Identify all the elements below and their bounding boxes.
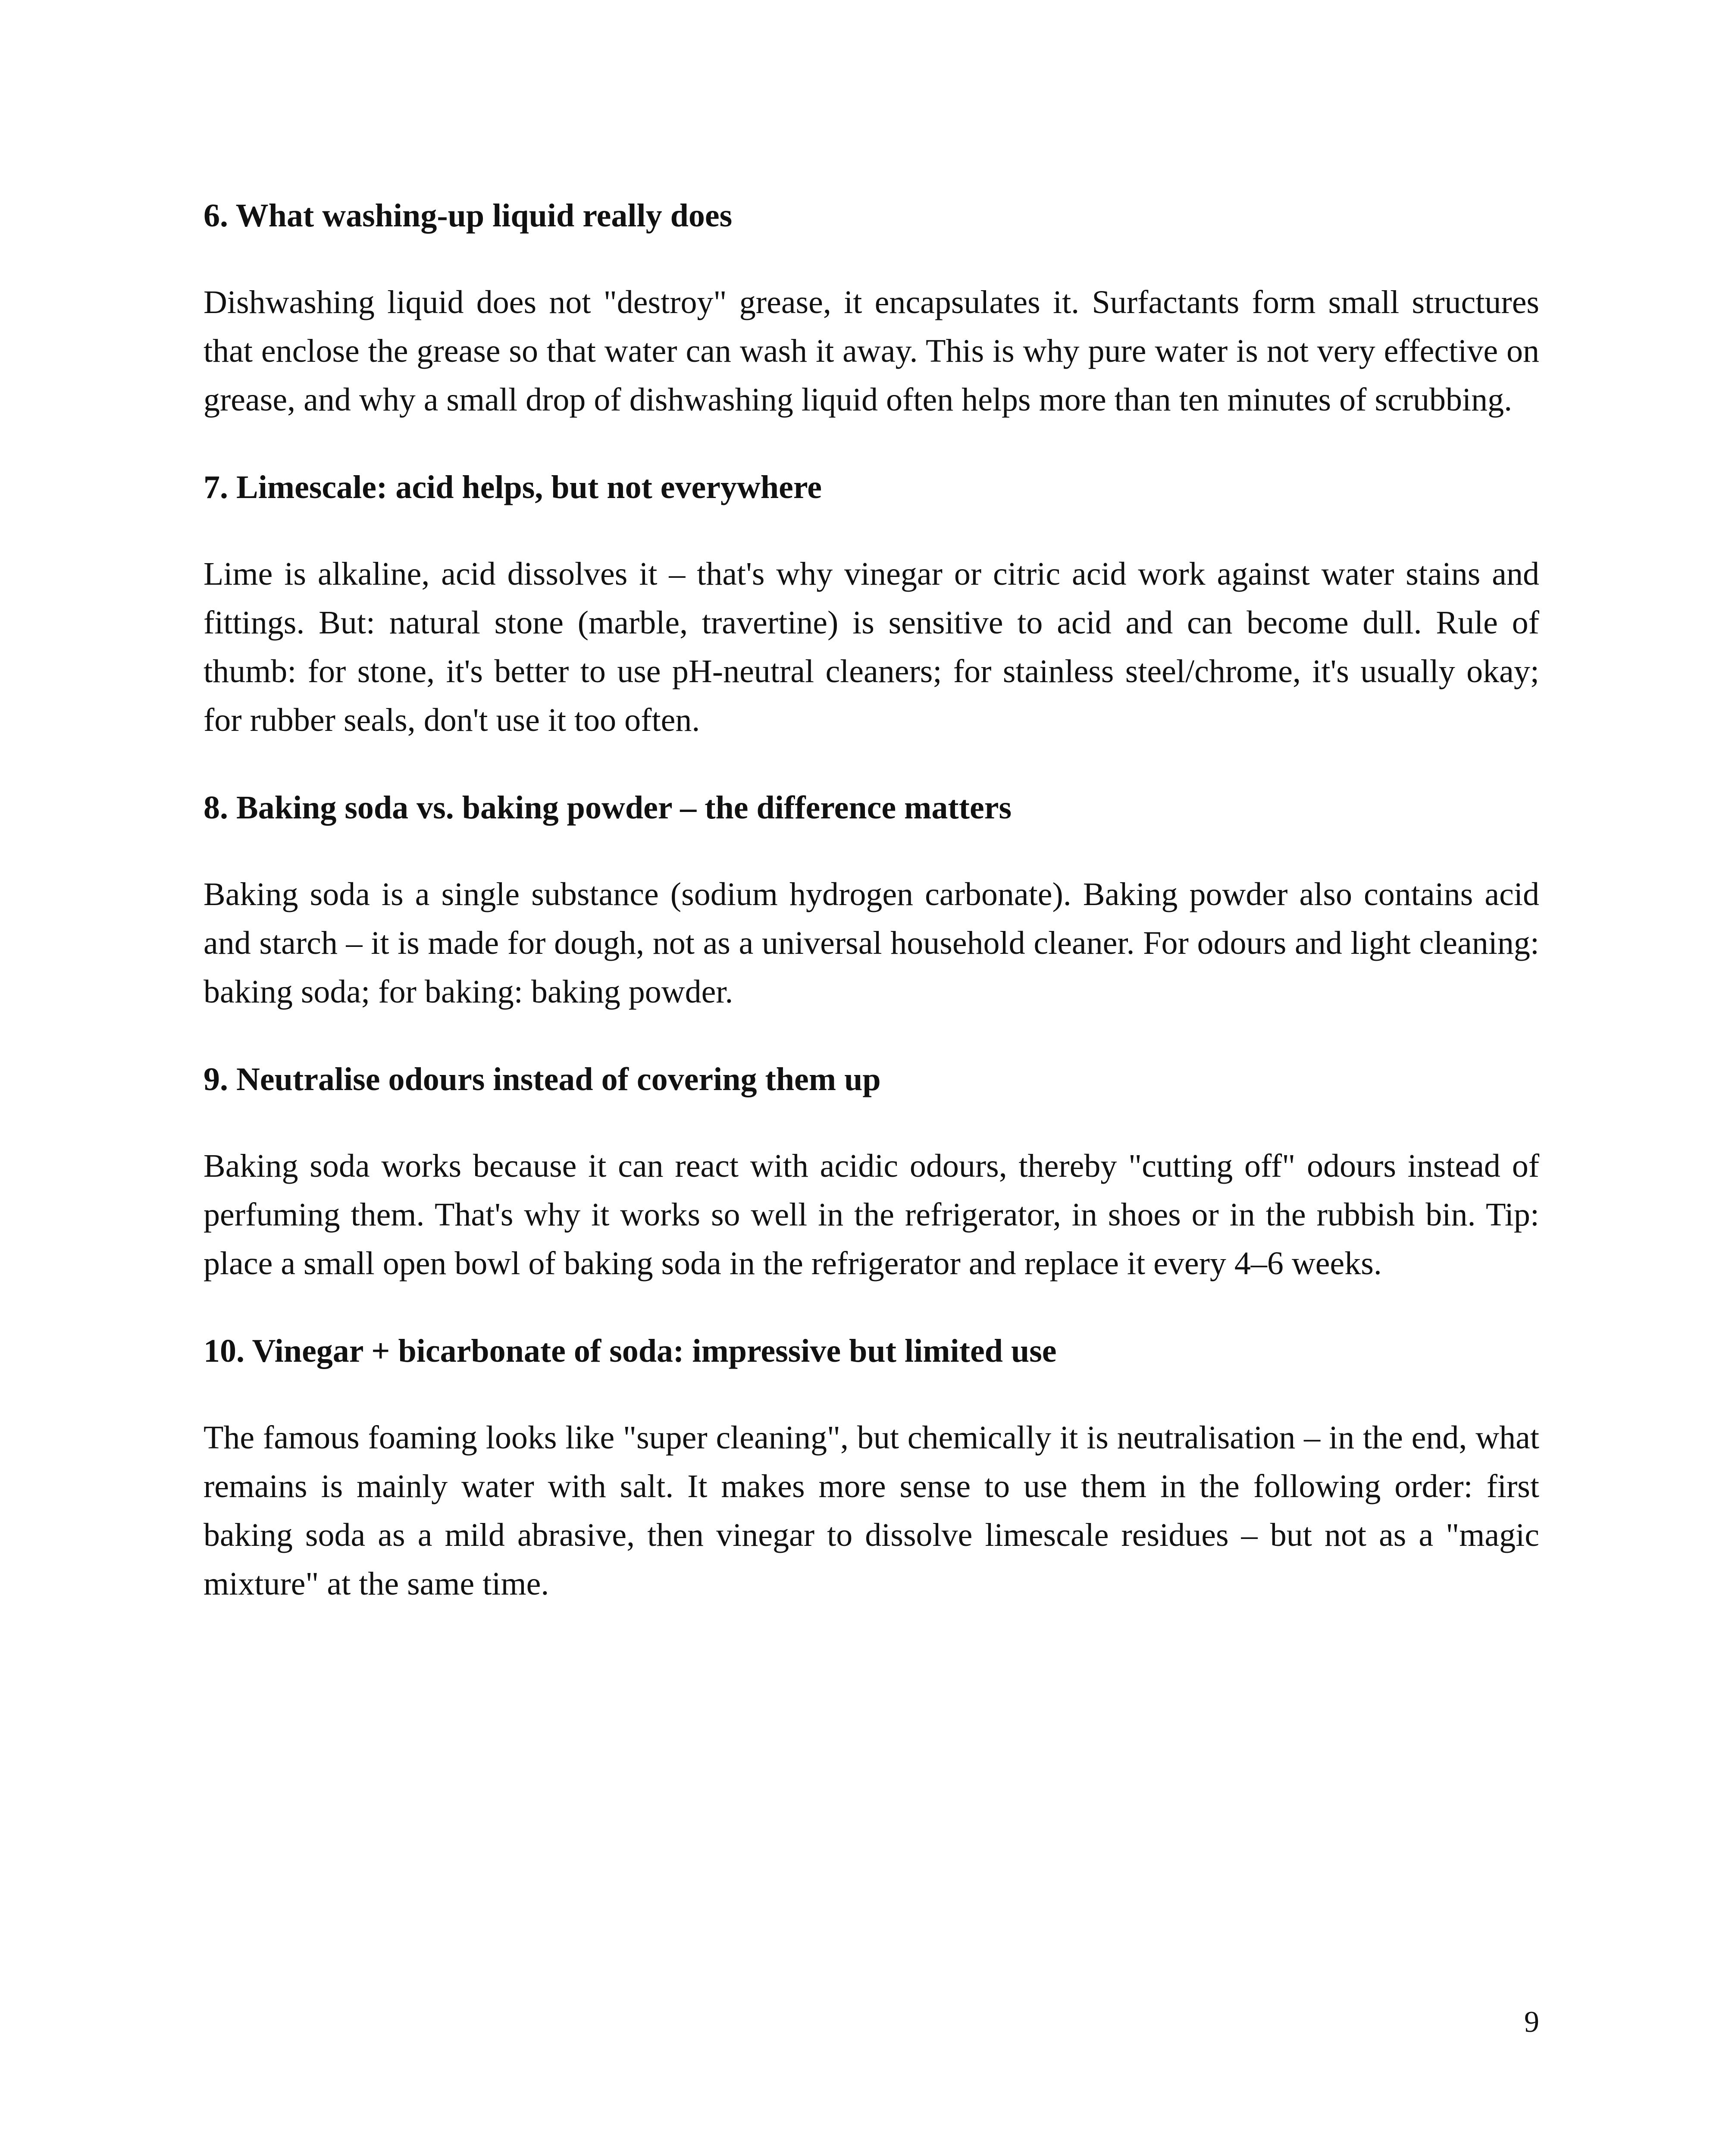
section-washing-up-liquid <box>204 194 1539 424</box>
section-neutralise-odours <box>204 1058 1539 1288</box>
section-paragraph: Dishwashing liquid does not "destroy" grease, it encapsulates it. Surfactants form small structures that enclose the grease so that water can wash it away. This is why pure water is not very effective on grease, and why a small drop of dishwashing liquid often helps more than ten minutes of scrubbing. <box>204 284 1539 418</box>
section-paragraph: The famous foaming looks like "super cleaning", but chemically it is neutralisation – in the end, what remains is mainly water with salt. It makes more sense to use them in the following order: first baking soda as a mild abrasive, then vinegar to dissolve limescale residues – but not as a "magic mixture" at the same time. <box>204 1420 1539 1602</box>
section-vinegar-bicarbonate <box>204 1329 1539 1608</box>
section-baking-soda-vs-powder <box>204 786 1539 1016</box>
section-paragraph: Baking soda works because it can react with acidic odours, thereby "cutting off" odours instead of perfuming them. That's why it works so well in the refrigerator, in shoes or in the rubbish bin. Tip: place a small open bowl of baking soda in the refrigerator and replace it every 4–6 weeks. <box>204 1148 1539 1282</box>
section-paragraph: Lime is alkaline, acid dissolves it – that's why vinegar or citric acid work against water stains and fittings. But: natural stone (marble, travertine) is sensitive to acid and can become dull. Rule of thumb: for stone, it's better to use pH-neutral cleaners; for stainless steel/chrome, it's usually okay; for rubber seals, don't use it too often. <box>204 556 1539 738</box>
section-paragraph: Baking soda is a single substance (sodium hydrogen carbonate). Baking powder also contains acid and starch – it is made for dough, not as a universal household cleaner. For odours and light cleaning: baking soda; for baking: baking powder. <box>204 876 1539 1010</box>
page-number: 9 <box>1524 2006 1539 2039</box>
section-heading: 6. What washing-up liquid really does <box>204 197 733 234</box>
section-heading: 9. Neutralise odours instead of covering them up <box>204 1061 881 1097</box>
section-heading: 8. Baking soda vs. baking powder – the difference matters <box>204 790 1012 826</box>
section-heading: 7. Limescale: acid helps, but not everywhere <box>204 469 822 505</box>
page-content <box>204 194 1539 1650</box>
section-limescale <box>204 466 1539 745</box>
section-heading: 10. Vinegar + bicarbonate of soda: impressive but limited use <box>204 1333 1057 1369</box>
